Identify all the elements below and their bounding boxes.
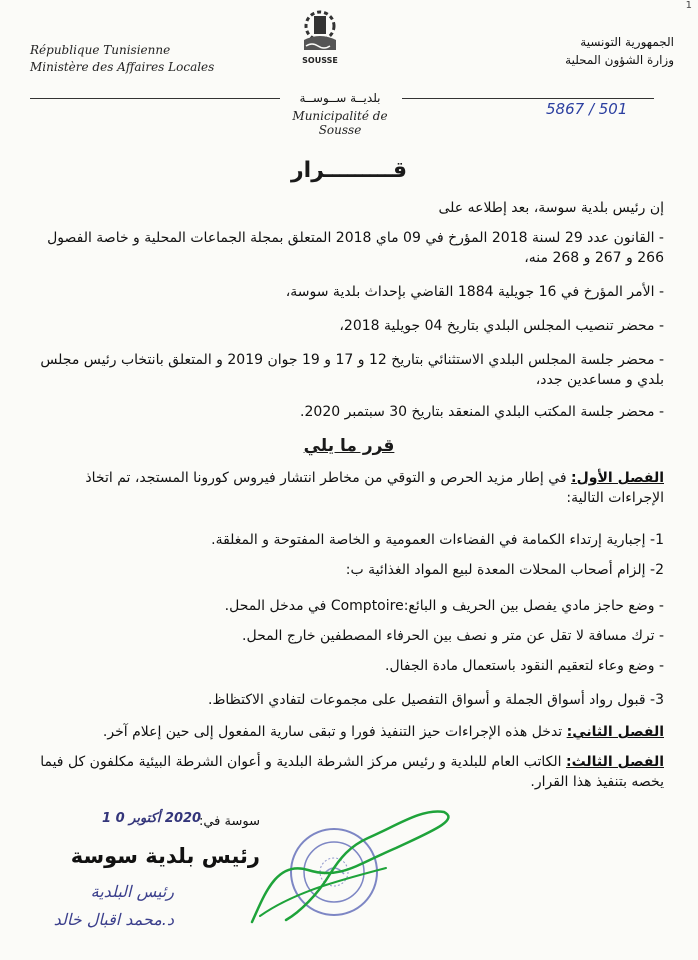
article-3 <box>34 752 664 792</box>
header-ministry-fr: Ministère des Affaires Locales <box>30 60 215 74</box>
header-rule-right <box>402 98 654 99</box>
header-republic-fr: République Tunisienne <box>30 43 171 57</box>
handwritten-signature <box>190 800 490 940</box>
header-ministry-ar: وزارة الشؤون المحلية <box>565 53 674 67</box>
article-2-label: الفصل الثاني: <box>566 724 664 740</box>
date-stamp: 2020 أكتوبر 0 1 <box>102 811 202 826</box>
header-rule-left <box>30 98 280 99</box>
article-1-item-2c: - وضع وعاء لتعقيم النقود باستعمال مادة الجفال. <box>385 658 664 674</box>
article-1 <box>34 468 664 508</box>
sousse-logo <box>294 6 346 66</box>
place-date-label: سوسة في: <box>198 814 260 829</box>
consideration-decree: - الأمر المؤرخ في 16 جويلية 1884 القاضي بإحداث بلدية سوسة، <box>285 284 664 300</box>
intro-text: إن رئيس بلدية سوسة، بعد إطلاعه على <box>438 200 664 216</box>
article-2-text: تدخل هذه الإجراءات حيز التنفيذ فورا و تبقى سارية المفعول إلى حين إعلام آخر. <box>102 724 567 740</box>
document-title: قـــــــــرار <box>291 158 407 183</box>
article-1-item-2b: - ترك مسافة لا تقل عن متر و نصف بين الحرفاء المصطفين خارج المحل. <box>242 628 664 644</box>
consideration-law: - القانون عدد 29 لسنة 2018 المؤرخ في 09 ماي 2018 المتعلق بمجلة الجماعات المحلية و خاصة الفصول 266 و 267 و 268 منه، <box>47 230 664 266</box>
article-3-label: الفصل الثالث: <box>566 754 664 770</box>
consideration-bureau-session: - محضر جلسة المكتب البلدي المنعقد بتاريخ 30 سبتمبر 2020. <box>300 404 664 420</box>
signatory-name: د.محمد اقبال خالد <box>53 910 174 929</box>
article-2 <box>34 722 664 742</box>
article-3-text: الكاتب العام للبلدية و رئيس مركز الشرطة البلدية و أعوان الشرطة البيئية مكلفون كل فيما يخصه بتنفيذ هذا القرار. <box>40 754 664 790</box>
decision-heading: قرر ما يلي <box>303 436 395 456</box>
municipality-fr: Municipalité de Sousse <box>292 109 388 137</box>
article-1-label: الفصل الأول: <box>571 470 664 486</box>
consideration-council-session: - محضر جلسة المجلس البلدي الاستثنائي بتاريخ 12 و 17 و 19 جوان 2019 و المتعلق بانتخاب رئيس مجلس بلدي و مساعدين جدد، <box>40 352 664 388</box>
page-mark: 1 <box>685 0 692 11</box>
signatory-title: رئيس بلدية سوسة <box>70 844 260 868</box>
article-1-item-2a: - وضع حاجز مادي يفصل بين الحريف و البائع:Comptoire في مدخل المحل. <box>224 598 664 614</box>
reference-number: 5867 / 501 <box>546 100 628 118</box>
logo-caption: SOUSSE <box>302 56 338 65</box>
consideration-installation: - محضر تنصيب المجلس البلدي بتاريخ 04 جويلية 2018، <box>339 318 664 334</box>
article-1-item-1: 1- إجبارية إرتداء الكمامة في الفضاءات العمومية و الخاصة المفتوحة و المغلقة. <box>211 532 664 548</box>
signature-stroke-icon <box>190 800 490 940</box>
header-republic-ar: الجمهورية التونسية <box>580 35 674 49</box>
article-1-item-3: 3- قبول رواد أسواق الجملة و أسواق التفصيل على مجموعات لتفادي الاكتظاظ. <box>208 692 664 708</box>
stamp-title: رئيس البلدية <box>90 882 174 901</box>
municipality-ar: بلديــة ســوســة <box>299 91 381 105</box>
article-1-item-2: 2- إلزام أصحاب المحلات المعدة لبيع المواد الغذائية ب: <box>345 562 664 578</box>
article-1-text: في إطار مزيد الحرص و التوقي من مخاطر انتشار فيروس كورونا المستجد، تم اتخاذ الإجراءات التالية: <box>85 470 664 506</box>
